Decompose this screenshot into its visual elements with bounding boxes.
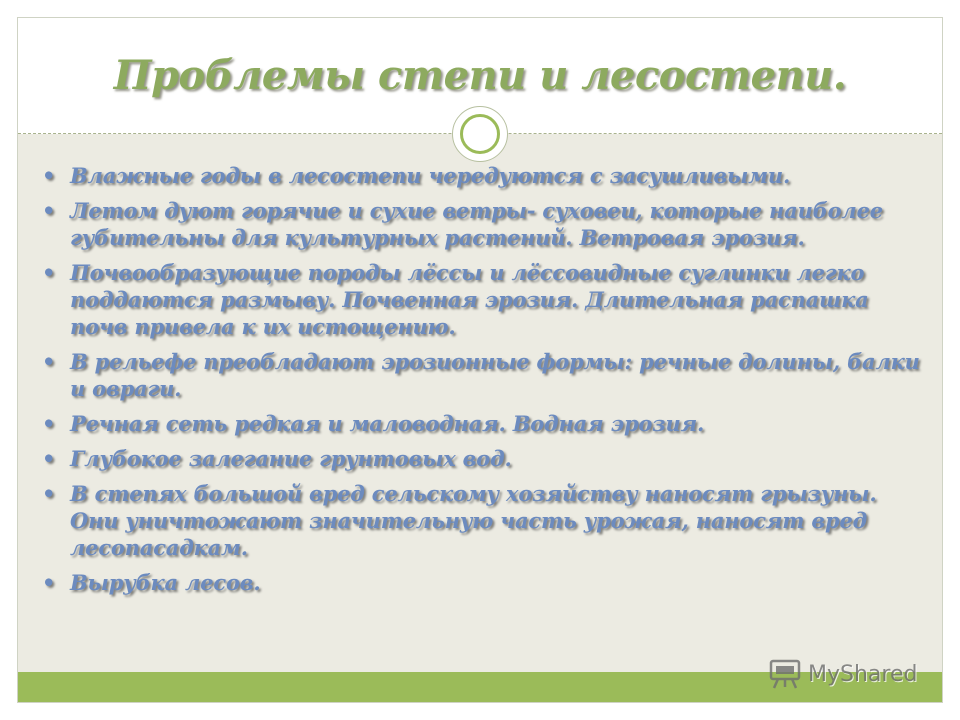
bullet-text: Летом дуют горячие и сухие ветры- суховеи, которые наиболее губительны для культурных растений. Ветровая эрозия. (70, 198, 883, 250)
bullet-text: Глубокое залегание грунтовых вод. (70, 446, 512, 471)
bullet-item (42, 445, 922, 472)
bullet-dot-icon: • (42, 260, 56, 285)
bullet-dot-icon: • (42, 349, 56, 374)
circle-ornament-icon (452, 106, 508, 162)
bullet-text: Почвообразующие породы лёссы и лёссовидные суглинки легко поддаются размыву. Почвенная эрозия. Длительная распашка почв привела к их истощению. (70, 260, 869, 339)
bullet-item (42, 197, 922, 251)
watermark-text: MyShared (808, 661, 918, 687)
circle-ornament-ring (460, 114, 500, 154)
bullet-list (42, 162, 922, 604)
bullet-text: В степях большой вред сельскому хозяйству наносят грызуны. Они уничтожают значительную часть урожая, наносят вред лесопасадкам. (70, 481, 877, 560)
bullet-text: Вырубка лесов. (70, 570, 261, 595)
bullet-dot-icon: • (42, 198, 56, 223)
bullet-dot-icon: • (42, 411, 56, 436)
bullet-dot-icon: • (42, 163, 56, 188)
bullet-item (42, 480, 922, 561)
projector-icon (768, 658, 802, 690)
bullet-text: Речная сеть редкая и маловодная. Водная эрозия. (70, 411, 705, 436)
bullet-item (42, 569, 922, 596)
bullet-dot-icon: • (42, 481, 56, 506)
bullet-item (42, 259, 922, 340)
bullet-text: Влажные годы в лесостепи чередуются с засушливыми. (70, 163, 791, 188)
bullet-item (42, 162, 922, 189)
bullet-text: В рельефе преобладают эрозионные формы: речные долины, балки и овраги. (70, 349, 920, 401)
bullet-item (42, 410, 922, 437)
watermark[interactable] (768, 657, 917, 691)
bullet-dot-icon: • (42, 570, 56, 595)
bullet-item (42, 348, 922, 402)
bullet-dot-icon: • (42, 446, 56, 471)
slide-title: Проблемы степи и лесостепи. (113, 52, 847, 99)
